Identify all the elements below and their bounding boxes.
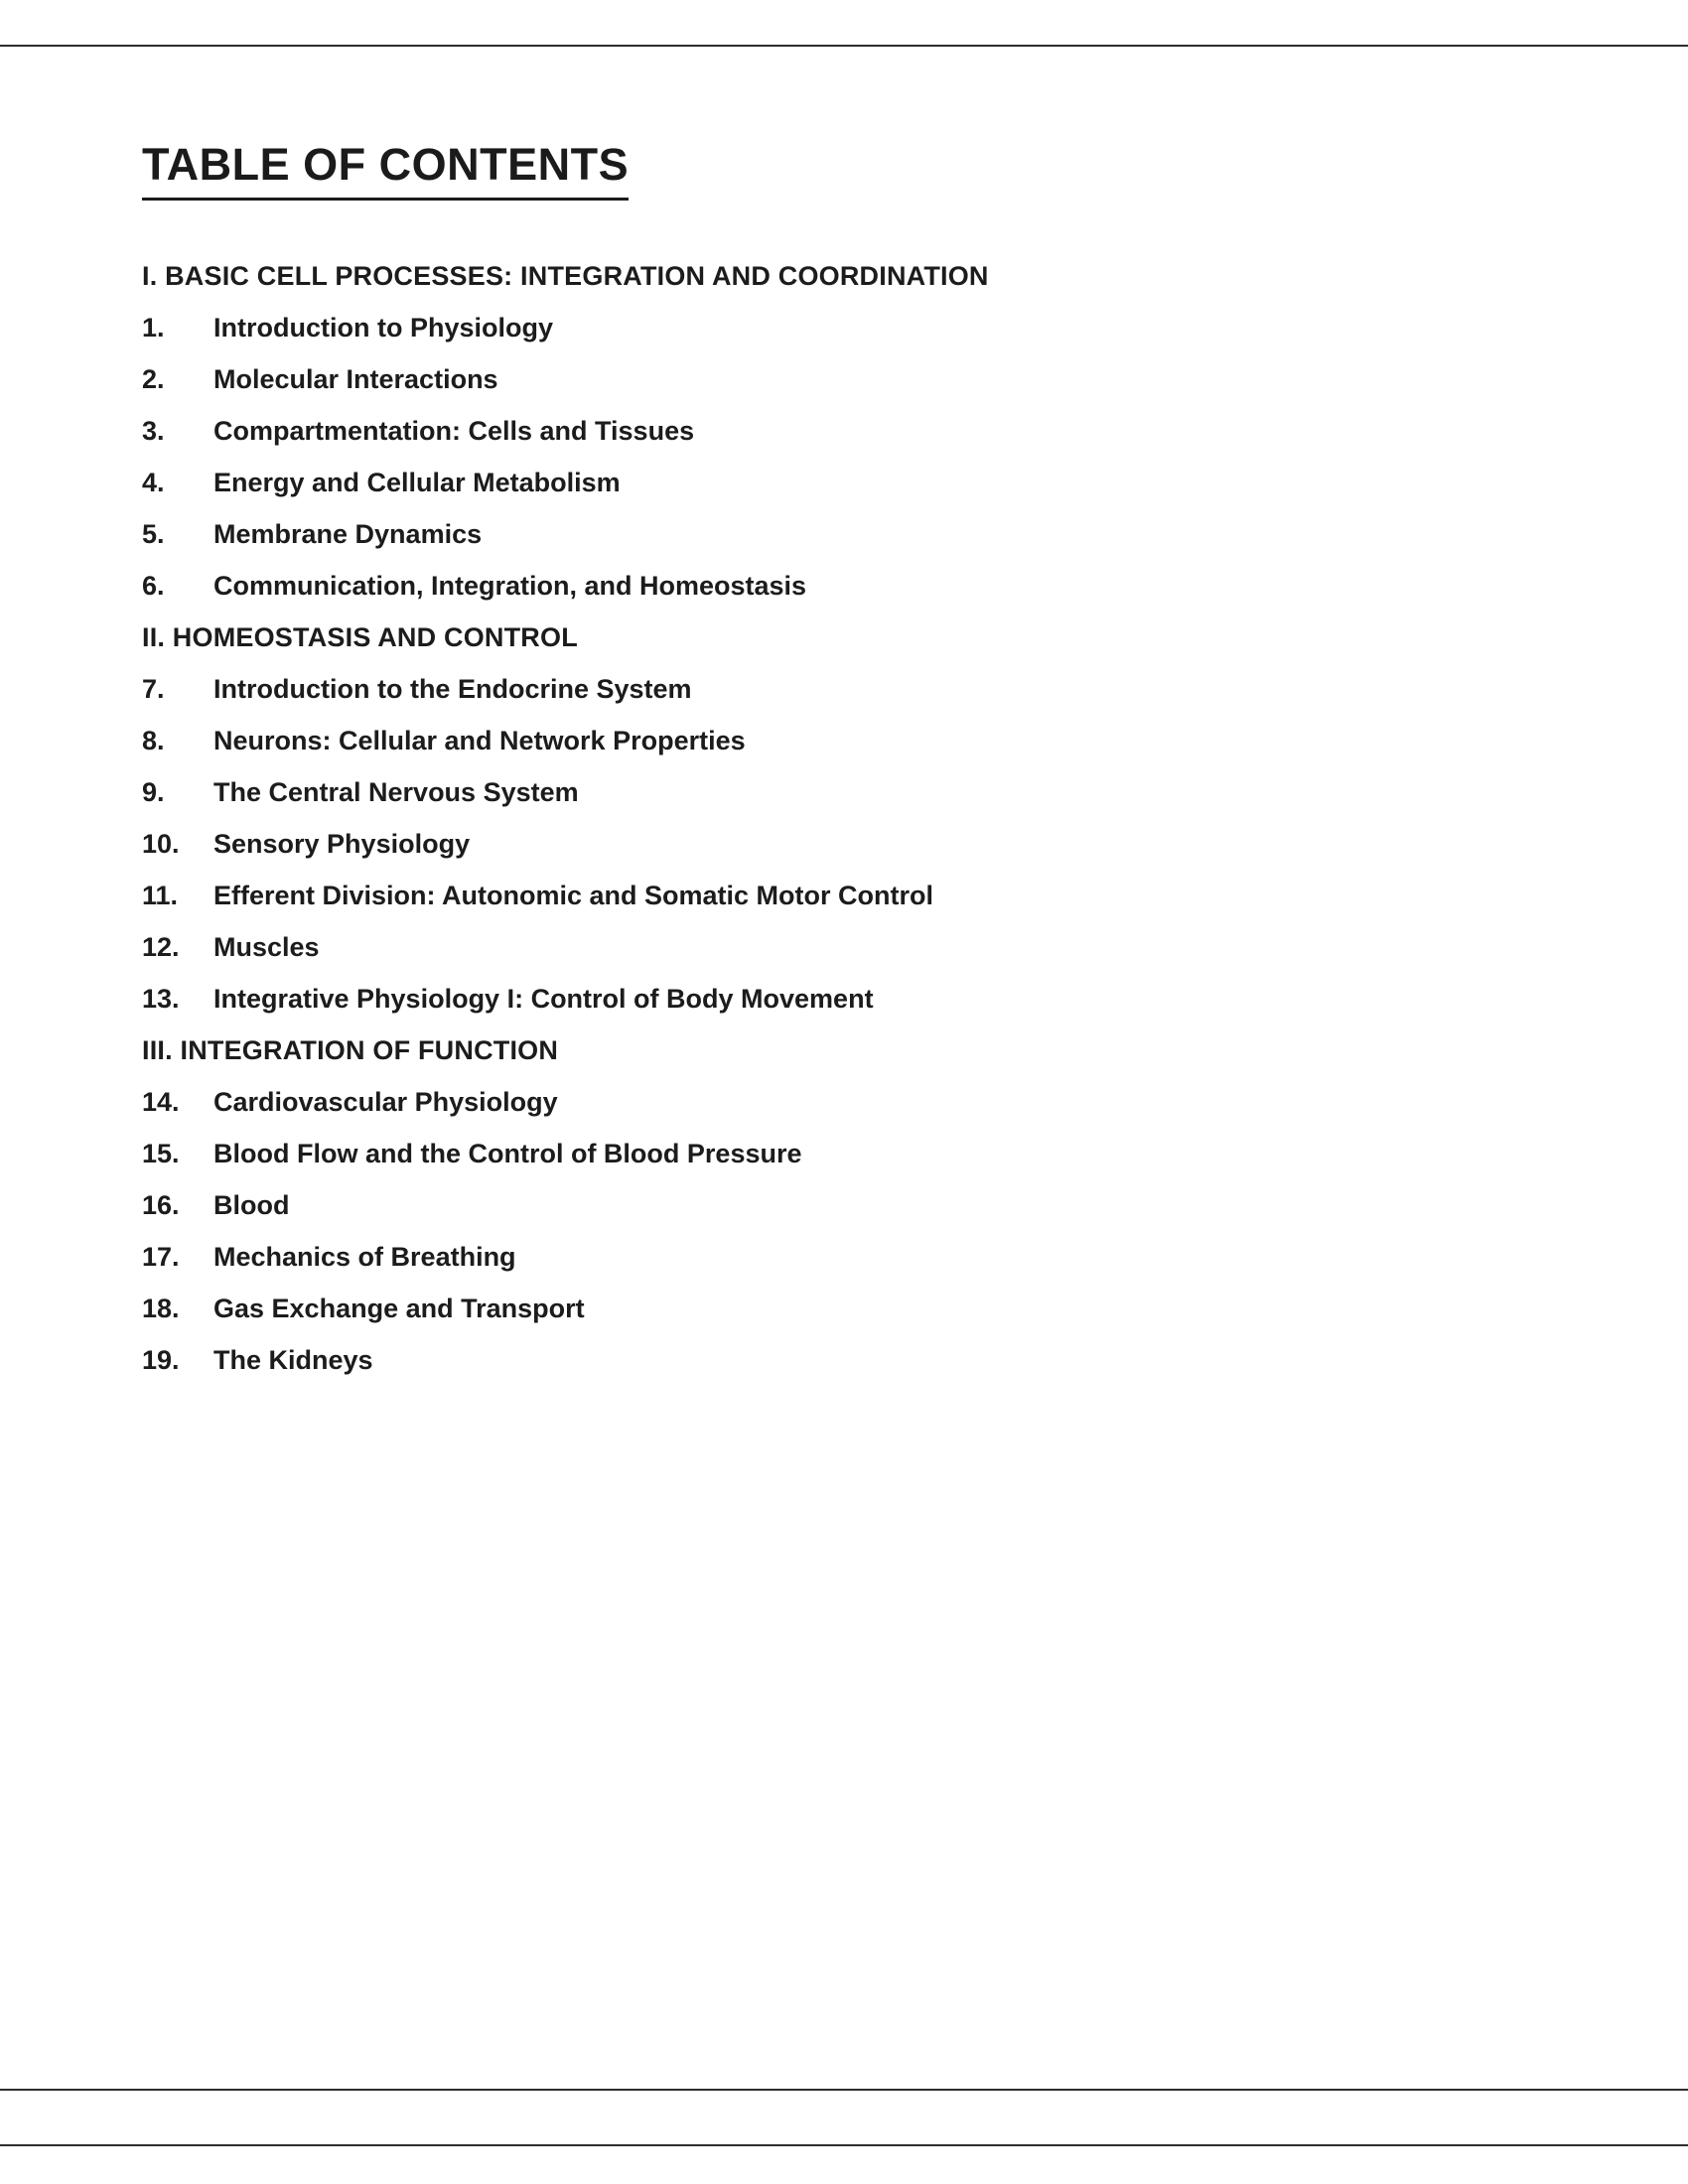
toc-entry-number: 16. [142, 1189, 180, 1220]
toc-entry [142, 405, 1569, 457]
toc-entry-number: 13. [142, 983, 180, 1014]
toc-entry-number: 9. [142, 776, 165, 807]
toc-entry [142, 457, 1569, 508]
toc-entry-number: 18. [142, 1293, 180, 1323]
toc-entry-label: Sensory Physiology [213, 828, 471, 859]
toc-entry [142, 715, 1569, 766]
toc-entry [142, 353, 1569, 405]
toc-entry-number: 7. [142, 673, 165, 704]
toc-entry-number: 2. [142, 363, 165, 394]
toc-entry-label: Energy and Cellular Metabolism [213, 467, 621, 497]
toc-entry-label: Neurons: Cellular and Network Properties [213, 725, 746, 755]
toc-entry-number: 6. [142, 570, 165, 601]
toc-entry-number: 8. [142, 725, 165, 755]
toc-entry-label: Integrative Physiology I: Control of Body Movement [213, 983, 874, 1014]
bottom-horizontal-rule-upper [0, 2089, 1688, 2091]
toc-entry [142, 1076, 1569, 1128]
toc-entry-label: Mechanics of Breathing [213, 1241, 516, 1272]
toc-entry [142, 1179, 1569, 1231]
toc-entry [142, 818, 1569, 870]
toc-entry [142, 1283, 1569, 1334]
toc-entry-number: 1. [142, 312, 165, 342]
table-of-contents [142, 250, 1569, 1386]
toc-entry-label: Gas Exchange and Transport [213, 1293, 585, 1323]
page-title-text: TABLE OF CONTENTS [142, 139, 629, 201]
toc-entry-label: Efferent Division: Autonomic and Somatic Motor Control [213, 880, 934, 910]
toc-entry-label: Introduction to Physiology [213, 312, 553, 342]
toc-entry-label: Communication, Integration, and Homeostasis [213, 570, 807, 601]
toc-entry-number: 10. [142, 828, 180, 859]
toc-entry-number: 3. [142, 415, 165, 446]
toc-entry-number: 15. [142, 1138, 180, 1168]
page-title [142, 139, 629, 201]
top-horizontal-rule [0, 45, 1688, 47]
toc-entry-label: Blood Flow and the Control of Blood Pressure [213, 1138, 802, 1168]
toc-entry [142, 508, 1569, 560]
toc-entry-label: Membrane Dynamics [213, 518, 483, 549]
toc-entry-label: Compartmentation: Cells and Tissues [213, 415, 695, 446]
toc-entry-label: Introduction to the Endocrine System [213, 673, 692, 704]
toc-entry [142, 973, 1569, 1024]
toc-entry-number: 19. [142, 1344, 180, 1375]
toc-entry-label: Molecular Interactions [213, 363, 498, 394]
toc-entry [142, 663, 1569, 715]
toc-entry-number: 11. [142, 880, 179, 910]
toc-entry-number: 14. [142, 1086, 180, 1117]
toc-entry [142, 1334, 1569, 1386]
toc-entry-number: 4. [142, 467, 165, 497]
toc-entry-number: 12. [142, 931, 180, 962]
toc-entry-label: The Kidneys [213, 1344, 373, 1375]
toc-entry [142, 1231, 1569, 1283]
toc-entry-number: 5. [142, 518, 165, 549]
toc-entry-label: Cardiovascular Physiology [213, 1086, 558, 1117]
toc-entry [142, 560, 1569, 612]
toc-entry [142, 921, 1569, 973]
section-heading: II. HOMEOSTASIS AND CONTROL [142, 621, 578, 652]
toc-entry-label: Blood [213, 1189, 290, 1220]
toc-entry [142, 870, 1569, 921]
toc-entry [142, 1128, 1569, 1179]
toc-entry-number: 17. [142, 1241, 180, 1272]
section-heading: I. BASIC CELL PROCESSES: INTEGRATION AND COORDINATION [142, 260, 989, 291]
toc-entry-label: Muscles [213, 931, 320, 962]
bottom-horizontal-rule-lower [0, 2144, 1688, 2146]
toc-entry [142, 766, 1569, 818]
toc-entry-label: The Central Nervous System [213, 776, 579, 807]
toc-entry [142, 302, 1569, 353]
section-heading: III. INTEGRATION OF FUNCTION [142, 1034, 559, 1065]
